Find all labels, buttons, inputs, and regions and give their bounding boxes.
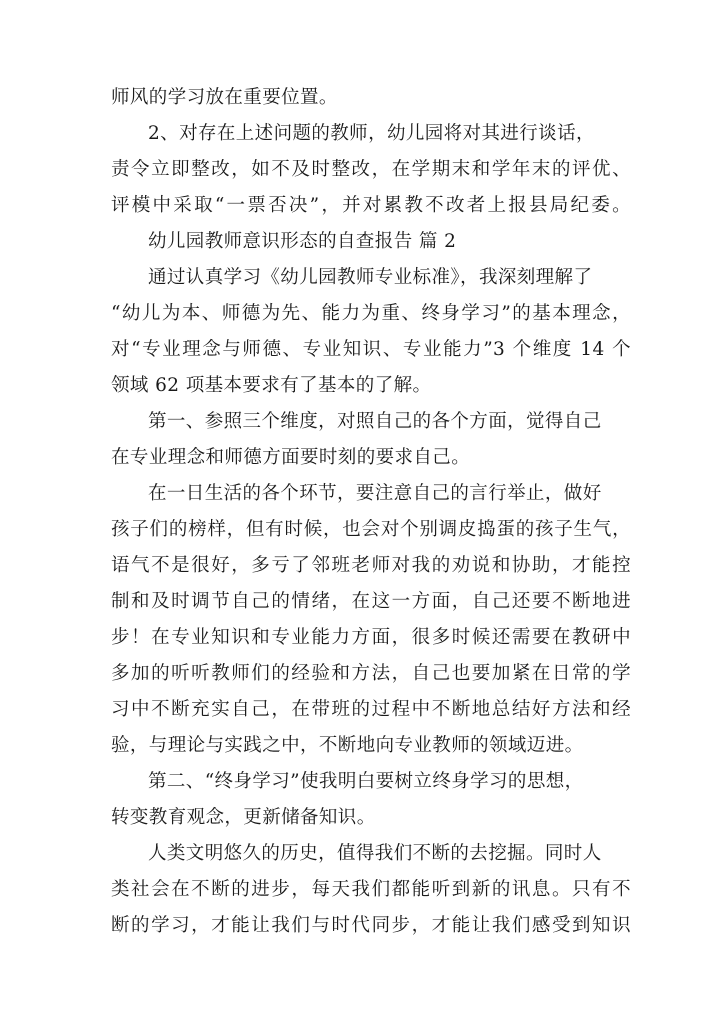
text-line: 类社会在不断的进步，每天我们都能听到新的讯息。只有不 bbox=[111, 879, 631, 900]
text-line: 评模中采取“一票否决”，并对累教不改者上报县局纪委。 bbox=[111, 195, 631, 216]
text-line: 第二、“终身学习”使我明白要树立终身学习的思想， bbox=[148, 771, 584, 792]
text-line: 人类文明悠久的历史，值得我们不断的去挖掘。同时人 bbox=[148, 843, 602, 864]
text-line: 2、对存在上述问题的教师，幼儿园将对其进行谈话， bbox=[148, 123, 595, 144]
text-line: 验，与理论与实践之中，不断地向专业教师的领域迈进。 bbox=[111, 735, 584, 756]
text-line: 孩子们的榜样，但有时候，也会对个别调皮捣蛋的孩子生气， bbox=[111, 519, 631, 540]
text-line: 责令立即整改，如不及时整改，在学期末和学年末的评优、 bbox=[111, 159, 631, 180]
text-line: “幼儿为本、师德为先、能力为重、终身学习”的基本理念， bbox=[111, 303, 631, 324]
text-line: 断的学习，才能让我们与时代同步，才能让我们感受到知识 bbox=[111, 915, 631, 936]
document-body bbox=[111, 80, 631, 944]
text-line: 领域 62 项基本要求有了基本的了解。 bbox=[111, 375, 432, 396]
text-line: 制和及时调节自己的情绪，在这一方面，自己还要不断地进 bbox=[111, 591, 631, 612]
text-line: 第一、参照三个维度，对照自己的各个方面，觉得自己 bbox=[148, 411, 602, 432]
text-line: 转变教育观念，更新储备知识。 bbox=[111, 807, 376, 828]
section-heading: 幼儿园教师意识形态的自查报告 篇 2 bbox=[148, 231, 457, 252]
text-line: 习中不断充实自己，在带班的过程中不断地总结好方法和经 bbox=[111, 699, 631, 720]
text-line: 在一日生活的各个环节，要注意自己的言行举止，做好 bbox=[148, 483, 602, 504]
text-line: 步！在专业知识和专业能力方面，很多时候还需要在教研中 bbox=[111, 627, 631, 648]
text-line: 对“专业理念与师德、专业知识、专业能力”3 个维度 14 个 bbox=[111, 339, 631, 360]
text-line: 师风的学习放在重要位置。 bbox=[111, 87, 338, 108]
text-line: 多加的听听教师们的经验和方法，自己也要加紧在日常的学 bbox=[111, 663, 631, 684]
text-line: 在专业理念和师德方面要时刻的要求自己。 bbox=[111, 447, 471, 468]
text-line: 通过认真学习《幼儿园教师专业标准》，我深刻理解了 bbox=[148, 267, 593, 288]
text-line: 语气不是很好，多亏了邻班老师对我的劝说和协助，才能控 bbox=[111, 555, 631, 576]
